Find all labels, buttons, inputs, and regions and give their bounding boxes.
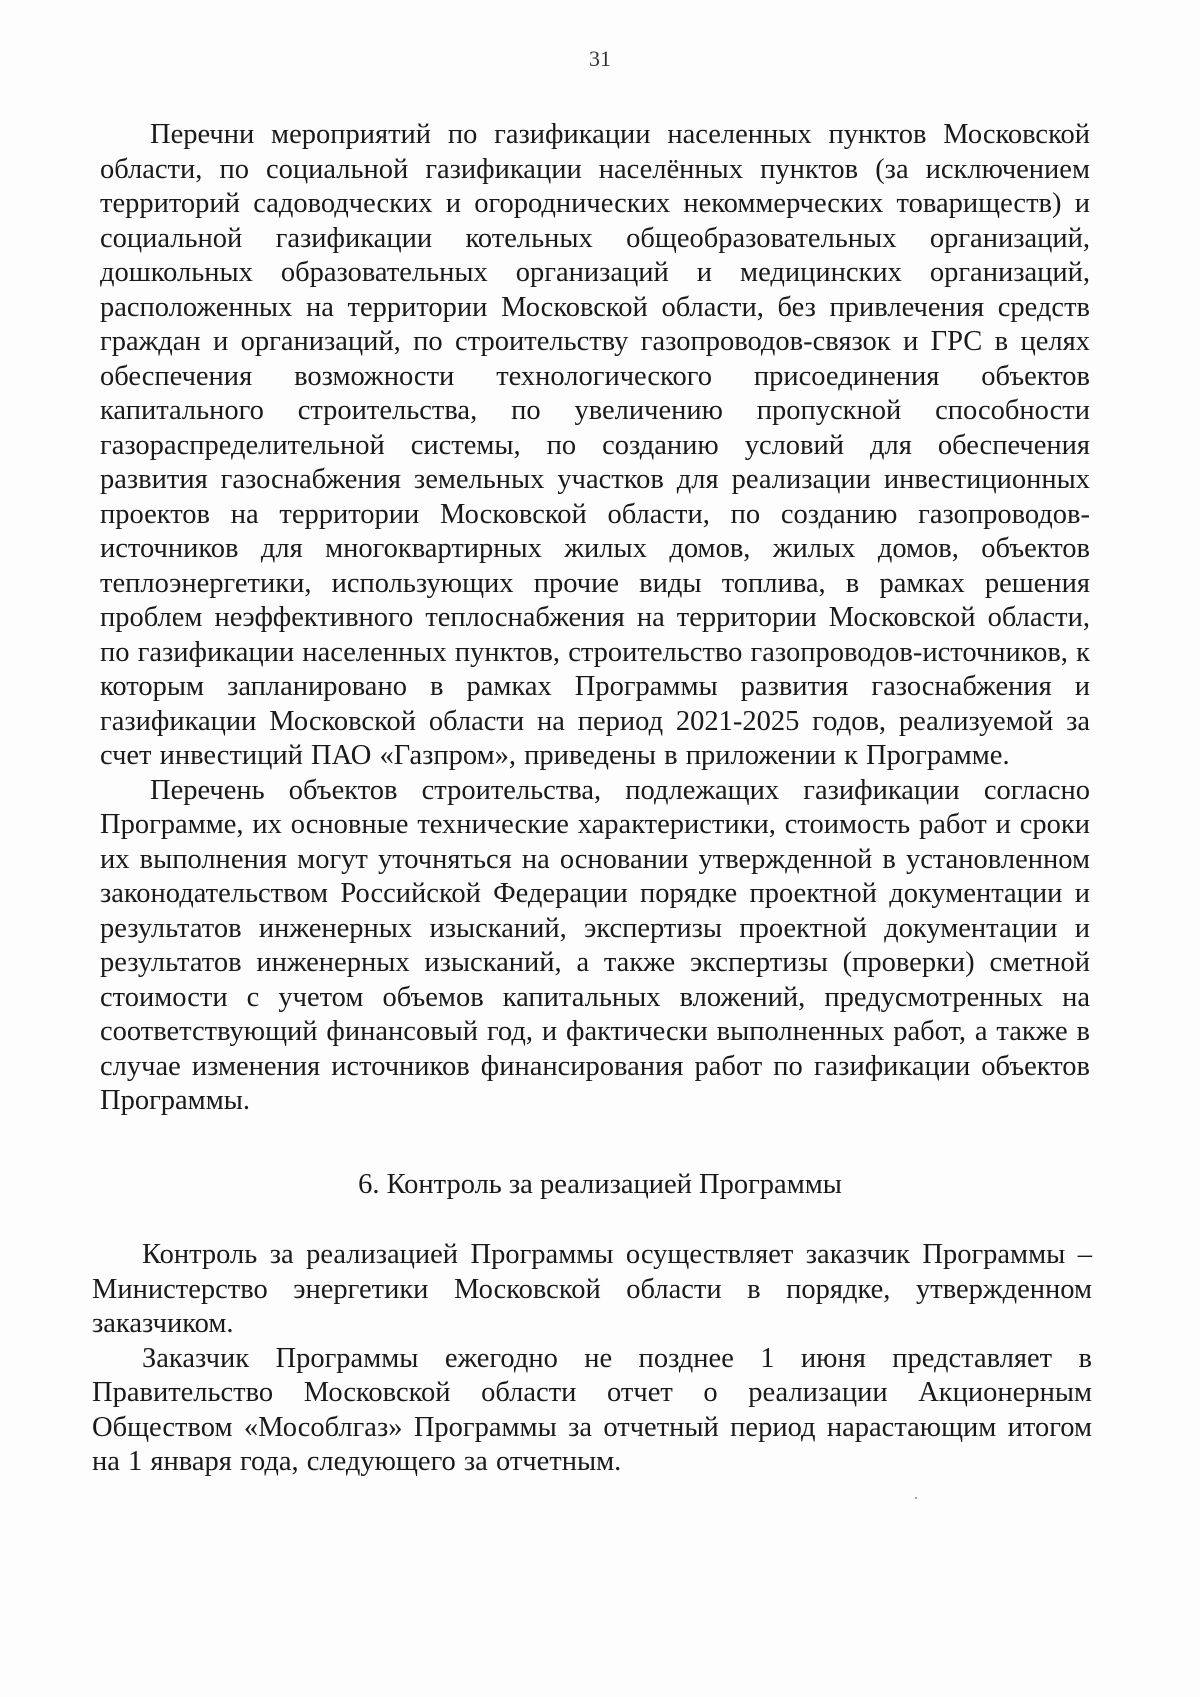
paragraph-gasification-lists: Перечни мероприятий по газификации населенных пунктов Московской области, по социальной газификации населённых пунктов (за исключением территорий садоводческих и огороднических некоммерческих товариществ) и социальной газификации котельных общеобразовательных организаций, дошкольных образовательных организаций и медицинских организаций, расположенных на территории Московской области, без привлечения средств граждан и организаций, по строительству газопроводов-связок и ГРС в целях обеспечения возможности технологического присоединения объектов капитального строительства, по увеличению пропускной способности газораспределительной системы, по созданию условий для обеспечения развития газоснабжения земельных участков для реализации инвестиционных проектов на территории Московской области, по созданию газопроводов-источников для многоквартирных жилых домов, жилых домов, объектов теплоэнергетики, использующих прочие виды топлива, в рамках решения проблем неэффективного теплоснабжения на территории Московской области, по газификации населенных пунктов, строительство газопроводов-источников, к которым запланировано в рамках Программы развития газоснабжения и газификации Московской области на период 2021-2025 годов, реализуемой за счет инвестиций ПАО «Газпром», приведены в приложении к Программе. bbox=[100, 119, 1090, 771]
text-block-control bbox=[92, 1238, 1092, 1480]
scan-speck bbox=[915, 1497, 917, 1499]
paragraph-report: Заказчик Программы ежегодно не позднее 1 июня представляет в Правительство Московской области отчет о реализации Акционерным Обществом «Мособлгаз» Программы за отчетный период нарастающим итогом на 1 января года, следующего за отчетным. bbox=[92, 1342, 1092, 1477]
text-block-main bbox=[100, 118, 1090, 1119]
paragraph-object-list: Перечень объектов строительства, подлежащих газификации согласно Программе, их основные технические характеристики, стоимость работ и сроки их выполнения могут уточняться на основании утвержденной в установленном законодательством Российской Федерации порядке проектной документации и результатов инженерных изысканий, экспертизы проектной документации и результатов инженерных изысканий, а также экспертизы (проверки) сметной стоимости с учетом объемов капитальных вложений, предусмотренных на соответствующий финансовый год, и фактически выполненных работ, а также в случае изменения источников финансирования работ по газификации объектов Программы. bbox=[100, 774, 1090, 1116]
section-heading: 6. Контроль за реализацией Программы bbox=[358, 1169, 842, 1200]
page-number: 31 bbox=[589, 46, 611, 71]
paragraph-control: Контроль за реализацией Программы осуществляет заказчик Программы – Министерство энергетики Московской области в порядке, утвержденном заказчиком. bbox=[92, 1239, 1092, 1339]
